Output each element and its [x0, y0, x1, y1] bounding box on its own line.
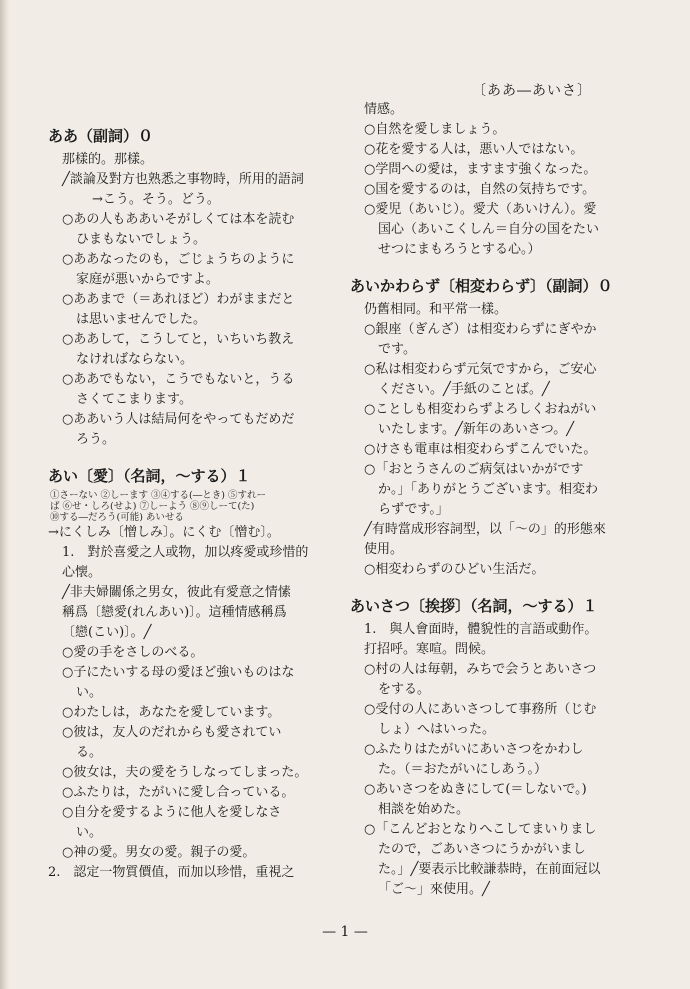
text-line: ○あの人もああいそがしくては本を読む — [62, 212, 295, 227]
entry-gap — [350, 260, 640, 268]
entry-headword: あいかわらず〔相変わらず〕（副詞）０ — [350, 277, 613, 295]
text-line: ○国を愛するのは，自然の気持ちです。 — [364, 182, 596, 197]
page-header-range: 〔ああ―あいさ〕 — [472, 83, 592, 99]
text-line: 稱爲〔戀愛(れんあい)〕。這種情感稱爲 — [62, 605, 287, 620]
left-column — [48, 118, 338, 883]
text-line: ○ああなったのも，ごじょうちのように — [62, 252, 295, 267]
text-line: ば ⑥せ・しろ(せよ) ⑦しーよう ⑧⑨しーて(た) — [50, 501, 255, 512]
text-line: いたします。╱新年のあいさつ。╱ — [378, 422, 575, 437]
page-spine-shadow — [0, 0, 10, 989]
text-line: ○ふたりは，たがいに愛し合っている。 — [62, 785, 295, 800]
text-line: ○ああして，こうしてと，いちいち教え — [62, 332, 295, 347]
text-line: ○彼は，友人のだれからも愛されてい — [62, 725, 282, 740]
page-number: — 1 — — [322, 924, 368, 940]
text-line: ╱有時當成形容詞型，以「～の」的形態來 — [364, 522, 606, 537]
text-line: なければならない。 — [76, 352, 194, 367]
text-line: ⑩する―だろう(可能) あいせる — [50, 512, 184, 523]
text-line: ろう。 — [76, 432, 116, 447]
text-line: 〔戀(こい)〕。╱ — [62, 625, 152, 640]
text-line: る。 — [76, 745, 103, 760]
text-line: ○わたしは，あなたを愛しています。 — [62, 705, 281, 720]
right-column — [350, 100, 640, 900]
text-line: ○けさも電車は相変わらずこんでいた。 — [364, 442, 597, 457]
text-line: ○ことしも相変わらずよろしくおねがい — [364, 402, 597, 417]
text-line: ○愛児（あいじ）。愛犬（あいけん）。愛 — [364, 202, 597, 217]
text-line: 2. 認定一物質價值，而加以珍惜，重視之 — [48, 865, 295, 880]
text-line: せつにまもろうとする心。） — [378, 242, 541, 257]
entry-gap — [350, 580, 640, 588]
text-line: をする。 — [378, 682, 431, 697]
text-line: は思いませんでした。 — [76, 312, 207, 327]
text-line: 情感。 — [364, 102, 404, 117]
text-line: た。（＝おたがいにしあう。） — [378, 762, 548, 777]
text-line: ○子にたいする母の愛ほど強いものはな — [62, 665, 295, 680]
text-line: 仍舊相同。和平常一樣。 — [364, 302, 508, 317]
text-line: 1. 對於喜愛之人或物，加以疼愛或珍惜的 — [62, 545, 309, 560]
text-line: ○「こんどおとなりへこしてまいりまし — [364, 822, 597, 837]
text-line: 家庭が悪いからですよ。 — [76, 272, 219, 287]
text-line: い。 — [76, 825, 103, 840]
entry-gap — [48, 450, 338, 458]
text-line: ①さーない ②しーます ③④する(―とき) ⑤すれー — [50, 490, 266, 501]
text-line: 「ご～」來使用。╱ — [378, 882, 490, 897]
text-line: ╱非夫婦關係之男女，彼此有愛意之情愫 — [62, 585, 291, 600]
text-line: ○神の愛。男女の愛。親子の愛。 — [62, 845, 256, 860]
text-line: ○ああでもない，こうでもないと，うる — [62, 372, 295, 387]
text-line: ○自然を愛しましょう。 — [364, 122, 506, 137]
entry-headword: あい〔愛〕（名詞，～する）１ — [48, 467, 251, 485]
text-line: ひまもないでしょう。 — [76, 232, 207, 247]
text-line: ○あいさつをぬきにして(＝しないで。) — [364, 782, 587, 797]
text-line: 打招呼。寒喧。問候。 — [364, 642, 495, 657]
text-line: た。」╱要表示比較謙恭時，在前面冠以 — [378, 862, 601, 877]
text-line: さくてこまります。 — [76, 392, 192, 407]
text-line: →にくしみ〔憎しみ〕。にくむ〔憎む〕。 — [48, 525, 280, 540]
text-line: ○受付の人にあいさつして事務所（じむ — [364, 702, 597, 717]
entry-headword: ああ（副詞）０ — [48, 127, 154, 145]
text-line: ください。╱手紙のことば。╱ — [378, 382, 550, 397]
text-line: ○彼女は，夫の愛をうしなってしまった。 — [62, 765, 308, 780]
text-line: です。 — [378, 342, 416, 357]
text-line: ○ああまで（＝あれほど）わがままだと — [62, 292, 295, 307]
text-line: しょ）へはいった。 — [378, 722, 496, 737]
text-line: ○ああいう人は結局何をやってもだめだ — [62, 412, 295, 427]
text-line: 那樣的。那樣。 — [62, 152, 154, 167]
text-line: 1. 與人會面時，體貌性的言語或動作。 — [364, 622, 598, 637]
text-line: ○学問への愛は，ますます強くなった。 — [364, 162, 597, 177]
text-line: 心懐。 — [62, 565, 102, 580]
text-line: ○「おとうさんのご病気はいかがです — [364, 462, 584, 477]
text-line: ○愛の手をさしのべる。 — [62, 645, 204, 660]
text-line: らずです。」 — [378, 502, 449, 517]
entry-headword: あいさつ〔挨拶〕（名詞，～する）１ — [350, 597, 598, 615]
text-line: 国心（あいこくしん＝自分の国をたい — [378, 222, 600, 237]
text-line: →こう。そう。どう。 — [92, 192, 220, 207]
text-line: ○ふたりはたがいにあいさつをかわし — [364, 742, 584, 757]
text-line: 使用。 — [364, 542, 404, 557]
text-line: ○銀座（ぎんざ）は相変わらずにぎやか — [364, 322, 597, 337]
text-line: ○相変わらずのひどい生活だ。 — [364, 562, 545, 577]
text-line: ○自分を愛するように他人を愛しなさ — [62, 805, 282, 820]
text-line: か。」「ありがとうございます。相変わ — [378, 482, 598, 497]
text-line: ○村の人は毎朝，みちで会うとあいさつ — [364, 662, 597, 677]
text-line: ○私は相変わらず元気ですから，ご安心 — [364, 362, 597, 377]
text-line: ╱談論及對方也熟悉之事物時，所用的語詞 — [62, 172, 304, 187]
text-line: たので，ごあいさつにうかがいまし — [378, 842, 586, 857]
text-line: 相談を始めた。 — [378, 802, 470, 817]
text-line: ○花を愛する人は，悪い人ではない。 — [364, 142, 584, 157]
text-line: い。 — [76, 685, 103, 700]
